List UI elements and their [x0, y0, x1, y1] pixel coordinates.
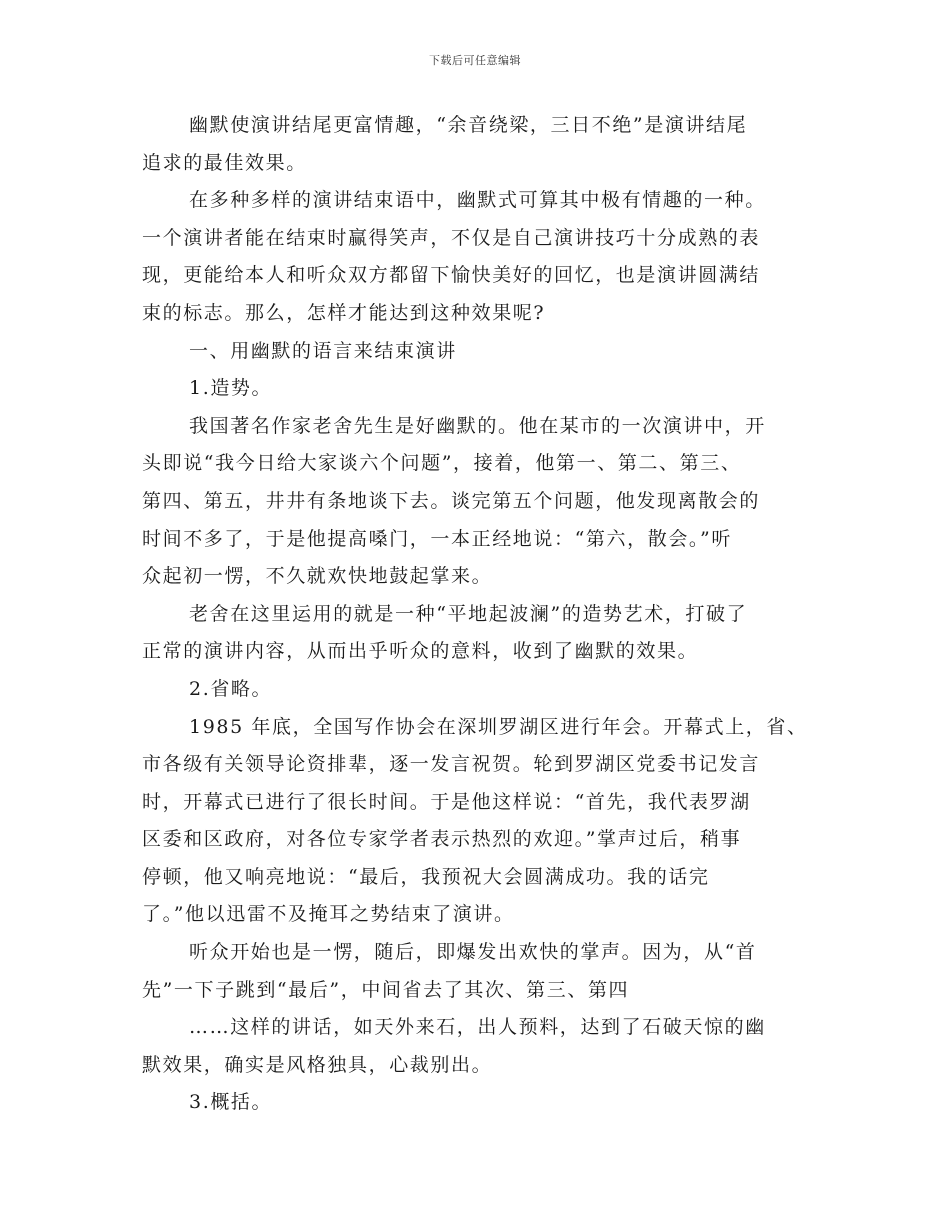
paragraph-line: 束的标志。那么，怎样才能达到这种效果呢?: [142, 301, 546, 324]
paragraph-line: 追求的最佳效果。: [142, 151, 307, 174]
subsection-heading: 2.省略。: [189, 677, 273, 700]
paragraph-line: 众起初一愣，不久就欢快地鼓起掌来。: [142, 565, 493, 588]
paragraph-line: 正常的演讲内容，从而出乎听众的意料，收到了幽默的效果。: [142, 640, 699, 663]
paragraph-line: 停顿，他又响亮地说：“最后，我预祝大会圆满成功。我的话完: [142, 865, 710, 888]
paragraph-line: 了。”他以迅雷不及掩耳之势结束了演讲。: [142, 903, 515, 926]
paragraph-line: 1985 年底，全国写作协会在深圳罗湖区进行年会。开幕式上，省、: [189, 715, 808, 738]
section-heading: 一、用幽默的语言来结束演讲: [189, 339, 457, 362]
paragraph-line: 时，开幕式已进行了很长时间。于是他这样说：“首先，我代表罗湖: [142, 790, 751, 813]
paragraph-line: 头即说“我今日给大家谈六个问题”，接着，他第一、第二、第三、: [142, 452, 742, 475]
paragraph-line: 区委和区政府，对各位专家学者表示热烈的欢迎。”掌声过后，稍事: [142, 828, 742, 851]
page-header: 下载后可任意编辑: [429, 54, 521, 67]
paragraph-line: 先”一下子跳到“最后”，中间省去了其次、第三、第四: [142, 978, 630, 1001]
paragraph-line: 第四、第五，井井有条地谈下去。谈完第五个问题，他发现离散会的: [142, 489, 761, 512]
paragraph-line: 听众开始也是一愣，随后，即爆发出欢快的掌声。因为，从“首: [189, 941, 757, 964]
subsection-heading: 3.概括。: [189, 1091, 273, 1114]
paragraph-line: 幽默使演讲结尾更富情趣，“余音绕梁，三日不绝”是演讲结尾: [189, 114, 748, 136]
document-body: [142, 107, 810, 1122]
paragraph-line: ……这样的讲话，如天外来石，出人预料，达到了石破天惊的幽: [189, 1016, 766, 1039]
paragraph-line: 现，更能给本人和听众双方都留下愉快美好的回忆，也是演讲圆满结: [142, 264, 761, 287]
paragraph-line: 在多种多样的演讲结束语中，幽默式可算其中极有情趣的一种。: [189, 189, 766, 212]
paragraph-line: 老舍在这里运用的就是一种“平地起波澜”的造势艺术，打破了: [189, 602, 748, 625]
paragraph-line: 默效果，确实是风格独具，心裁别出。: [142, 1053, 493, 1076]
paragraph-line: 我国著名作家老舍先生是好幽默的。他在某市的一次演讲中，开: [189, 414, 766, 437]
paragraph-line: 市各级有关领导论资排辈，逐一发言祝贺。轮到罗湖区党委书记发言: [142, 753, 761, 776]
subsection-heading: 1.造势。: [189, 377, 273, 400]
paragraph-line: 时间不多了，于是他提高嗓门，一本正经地说：“第六，散会。”听: [142, 527, 732, 550]
paragraph-line: 一个演讲者能在结束时赢得笑声，不仅是自己演讲技巧十分成熟的表: [142, 226, 761, 249]
